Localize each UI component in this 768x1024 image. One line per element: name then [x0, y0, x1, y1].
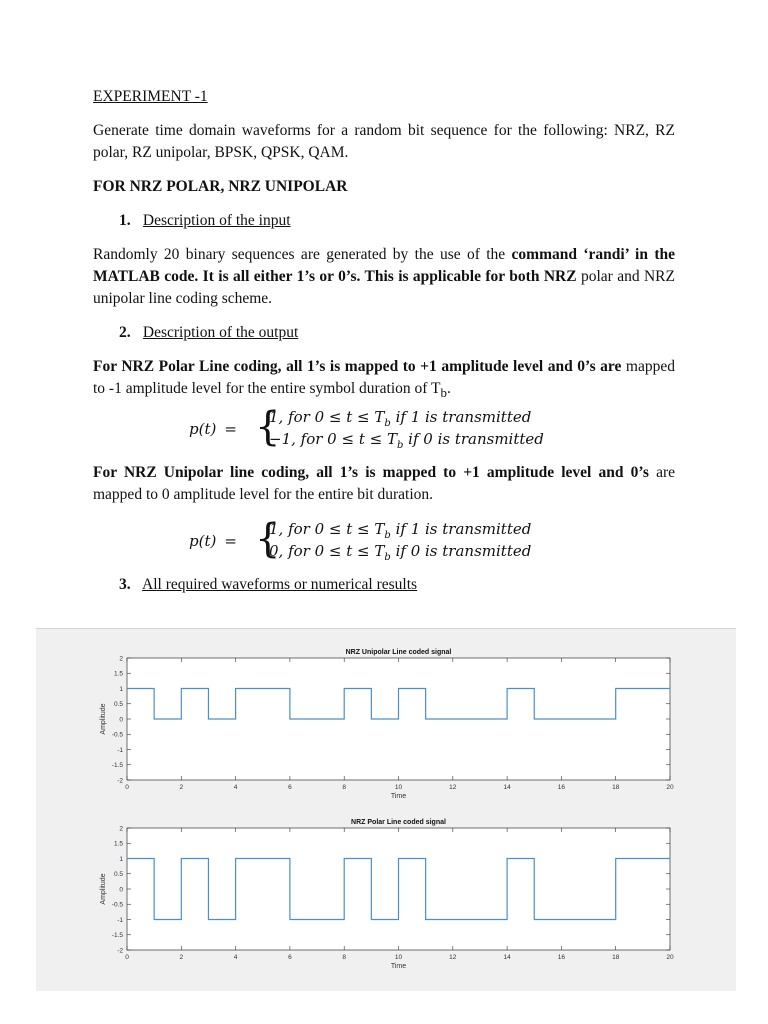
y-tick-label: 0.5: [113, 871, 123, 879]
y-tick-label: -1.5: [111, 762, 123, 770]
polar-equation: [93, 406, 675, 454]
y-tick-label: -1: [117, 916, 123, 924]
polar-text-a: For NRZ Polar Line coding, all 1’s is mapped to +1 amplitude level and 0’s are: [93, 358, 622, 375]
x-axis-label: Time: [390, 793, 407, 800]
x-tick-label: 6: [288, 784, 292, 791]
item-number: 1.: [119, 212, 131, 229]
input-text-b: command ‘randi’ in the MATLAB code. It is all either 1’s or 0’s. This is applicable for both NRZ: [93, 246, 675, 285]
y-tick-label: -2: [117, 777, 123, 785]
equation-lhs-text: p(t): [189, 532, 217, 551]
equation-case-2: −1, for $0 \le t \le T_b$ if 0 is transmitted: [269, 430, 544, 452]
equation-case-2: 0, for $0 \le t \le T_b$ if 0 is transmitted: [269, 542, 532, 564]
x-tick-label: 8: [342, 784, 347, 791]
item-label: All required waveforms or numerical results: [142, 576, 418, 594]
chart-1: [100, 649, 674, 800]
unipolar-equation: [93, 518, 675, 566]
y-tick-label: 1: [119, 685, 123, 693]
x-tick-label: 16: [557, 954, 566, 961]
x-axis-label: Time: [390, 963, 407, 970]
y-tick-label: -2: [117, 947, 123, 955]
unipolar-text-a: For NRZ Unipolar line coding, all 1’s is mapped to +1 amplitude level and 0’s: [93, 464, 649, 482]
equation-case-1: 1, for $0 \le t \le T_b$ if 1 is transmitted: [269, 408, 532, 430]
x-tick-label: 14: [503, 954, 511, 961]
y-tick-label: 0: [119, 886, 123, 894]
x-tick-label: 18: [612, 784, 620, 791]
equation-lhs-text: p(t): [189, 420, 217, 439]
x-tick-label: 0: [125, 784, 129, 791]
unipolar-description-paragraph: [93, 462, 675, 506]
x-tick-label: 2: [179, 784, 184, 791]
y-tick-label: 1.5: [113, 670, 123, 678]
x-tick-label: 12: [449, 954, 457, 961]
y-tick-label: -1.5: [111, 932, 123, 940]
x-tick-label: 2: [179, 954, 184, 961]
x-tick-label: 8: [342, 954, 347, 961]
item-number: 3.: [119, 576, 131, 594]
chart-title: NRZ Polar Line coded signal: [351, 819, 446, 826]
y-tick-label: 2: [119, 825, 123, 833]
input-description-paragraph: [93, 244, 675, 310]
input-text-a: Randomly 20 binary sequences are generated by the use of the: [93, 246, 512, 263]
intro-paragraph: Generate time domain waveforms for a random bit sequence for the following: NRZ, RZ polar, RZ unipolar, BPSK, QPSK, QAM.: [93, 122, 675, 161]
x-tick-label: 10: [394, 954, 403, 961]
brace: {: [255, 404, 281, 451]
x-tick-label: 20: [666, 954, 674, 961]
x-tick-label: 4: [233, 954, 238, 961]
x-tick-label: 18: [612, 954, 620, 961]
document-body: [93, 86, 675, 608]
x-tick-label: 6: [288, 954, 292, 961]
y-tick-label: -0.5: [111, 731, 123, 739]
x-tick-label: 14: [503, 784, 511, 791]
x-tick-label: 12: [449, 784, 457, 791]
x-tick-label: 10: [394, 784, 403, 791]
experiment-title: EXPERIMENT -1: [93, 88, 208, 105]
y-tick-label: -1: [117, 746, 123, 754]
chart-title: NRZ Unipolar Line coded signal: [345, 649, 452, 656]
item-label: Description of the output: [142, 324, 299, 341]
y-tick-label: 2: [119, 655, 123, 663]
figure-svg: [36, 629, 736, 991]
equation-case-1: 1, for $0 \le t \le T_b$ if 1 is transmitted: [269, 520, 532, 542]
y-tick-label: 0: [119, 716, 123, 724]
y-axis-label: Amplitude: [100, 873, 107, 905]
polar-subscript: b: [440, 385, 447, 401]
x-tick-label: 16: [557, 784, 566, 791]
section-heading: FOR NRZ POLAR, NRZ UNIPOLAR: [93, 178, 348, 195]
polar-text-b: mapped to -1 amplitude level for the entire symbol duration of T: [93, 358, 676, 397]
polar-text-end: .: [446, 380, 451, 397]
equation-lhs: p(t) =: [189, 420, 237, 439]
equation-lhs: p(t) =: [189, 532, 237, 551]
item-label: Description of the input: [142, 212, 291, 229]
input-text-c: polar and NRZ unipolar line coding scheme.: [93, 268, 675, 307]
list-item-results: [119, 574, 675, 596]
x-tick-label: 4: [233, 784, 238, 791]
y-tick-label: 1.5: [113, 840, 123, 848]
item-number: 2.: [119, 324, 131, 341]
brace: {: [255, 516, 281, 563]
y-tick-label: -0.5: [111, 901, 123, 909]
x-tick-label: 0: [125, 954, 129, 961]
list-item-input: [119, 210, 675, 232]
y-axis-label: Amplitude: [100, 703, 107, 735]
chart-2: [100, 819, 674, 970]
y-tick-label: 0.5: [113, 701, 123, 709]
x-tick-label: 20: [666, 784, 674, 791]
list-item-output: [119, 322, 675, 344]
unipolar-text-b: are mapped to 0 amplitude level for the entire bit duration.: [93, 464, 675, 504]
polar-description-paragraph: [93, 356, 675, 404]
y-tick-label: 1: [119, 855, 123, 863]
matlab-figure: [36, 628, 736, 991]
